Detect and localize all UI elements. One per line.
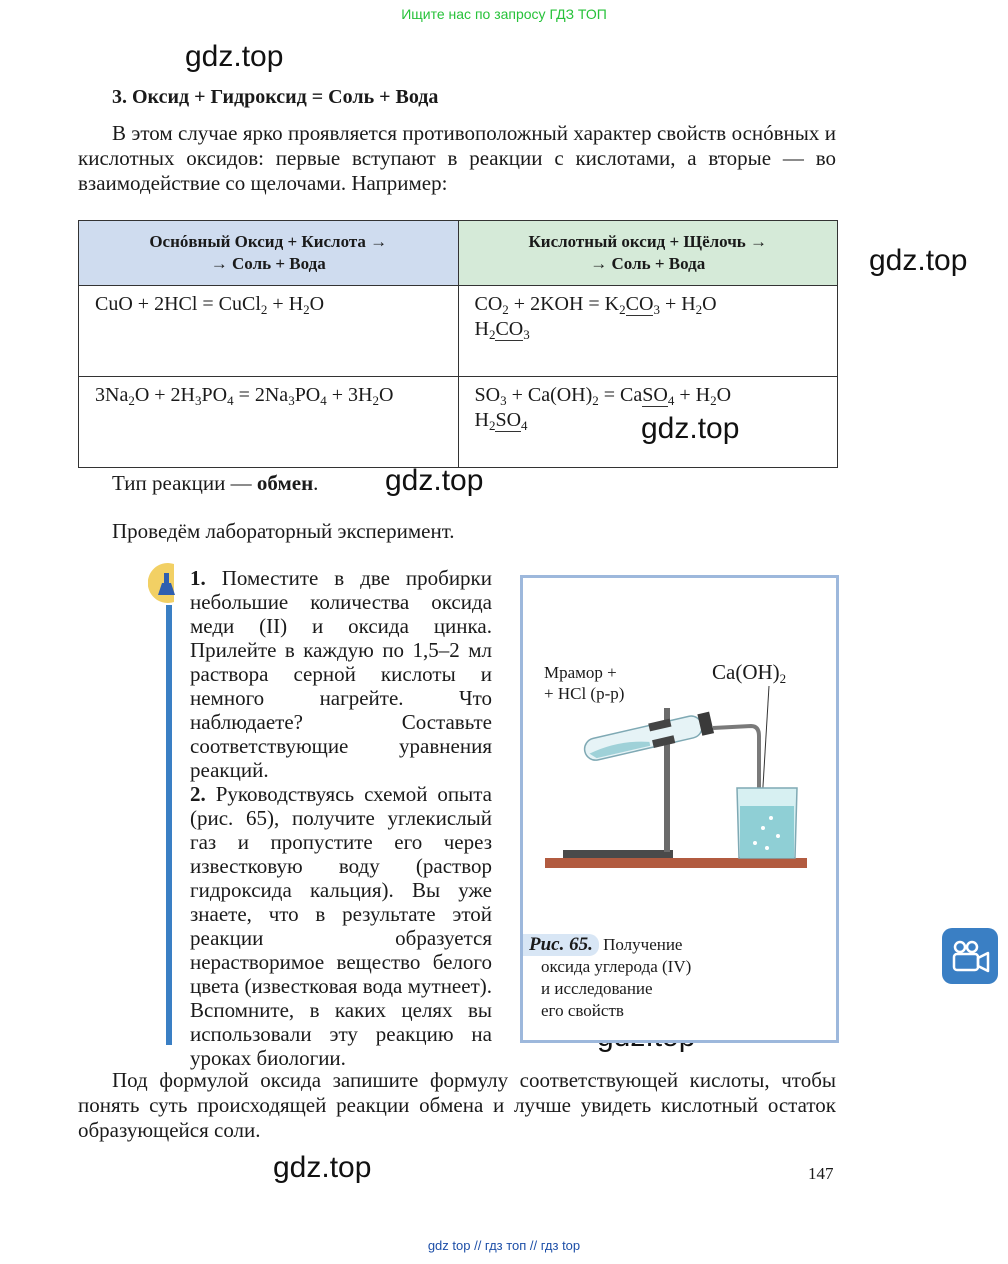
task-item-1 [190, 566, 492, 782]
header-line: Оснóвный Оксид + Кислота → [149, 232, 388, 251]
table-cell-equation: $3Na_2O + 2H_3PO_4 = 2Na_3PO_4 + 3H_2O$ [79, 377, 459, 468]
task-number: 1. [190, 566, 206, 590]
watermark: gdz.top [641, 412, 740, 445]
top-banner[interactable]: Ищите нас по запросу ГДЗ ТОП [401, 6, 607, 22]
figure-caption-label: Рис. 65. [523, 934, 599, 956]
task-number: 2. [190, 782, 206, 806]
header-line: Кислотный оксид + Щёлочь → [528, 232, 768, 251]
figure-label-caoh2: $Ca(OH)_2$ [712, 660, 787, 686]
task-text: Руководствуясь схемой опыта (рис. 65), получите углекислый газ и пропустите его через известковую воду (раствор гидроксида кальция). Вы уже знаете, что в результате этой реакции образуется нерастворимое вещество белого цвета (известковая вода мутнеет). Вспомните, в каких целях вы использовали эту реакцию на уроках биологии. [190, 782, 493, 1070]
footer-links[interactable]: gdz top // гдз топ // гдз top [427, 1238, 581, 1253]
figure-65 [520, 575, 839, 1043]
label-line: + HCl (р-р) [544, 684, 625, 703]
video-button[interactable] [942, 928, 998, 984]
task-item-2 [190, 782, 492, 1070]
experiment-apparatus-diagram [523, 678, 836, 878]
watermark: gdz.top [385, 464, 484, 497]
caption-line: и исследование [541, 979, 653, 998]
table-header-acidic [458, 221, 838, 286]
reaction-table [78, 220, 838, 468]
header-line: → Соль + Вода [210, 254, 326, 273]
caption-line: оксида углерода (IV) [541, 957, 692, 976]
reaction-type-value: обмен [256, 471, 314, 495]
section-heading: 3. Оксид + Гидроксид = Соль + Вода [112, 86, 439, 108]
reaction-type-label: Тип реакции — [112, 471, 257, 495]
caption-line: Получение [603, 935, 683, 954]
reaction-type: Тип реакции — обмен. [112, 471, 319, 495]
closing-paragraph: Под формулой оксида запишите формулу соответствующей кислоты, чтобы понять суть происходящей реакции обмена и лучше увидеть кислотный остаток образующейся соли. [78, 1068, 836, 1142]
video-camera-icon [942, 928, 998, 984]
task-list [190, 566, 492, 1070]
watermark: gdz.top [869, 244, 968, 277]
lab-intro: Проведём лабораторный эксперимент. [112, 519, 455, 543]
caption-line: его свойств [541, 1001, 624, 1020]
page-number: 147 [808, 1164, 834, 1183]
table-cell-equation: $CO_2 + 2KOH = K_2CO_3 + H_2O$ $H_2CO_3$ [458, 286, 838, 377]
figure-caption [523, 934, 836, 1022]
watermark: gdz.top [185, 40, 284, 73]
task-text: Поместите в две пробирки небольшие количества оксида меди (II) и оксида цинка. Прилейте в каждую по 1,5–2 мл раствора серной кислоты и немного нагрейте. Что наблюдаете? Составьте соответствующие уравнения реакций. [190, 566, 492, 782]
watermark: gdz.top [273, 1151, 372, 1184]
header-line: → Соль + Вода [590, 254, 706, 273]
table-cell-equation: $SO_3 + Ca(OH)_2$ = CaSO$_4$ + $H_2O$ $H_2SO_4$ [458, 377, 838, 468]
experiment-flask-icon [148, 562, 188, 606]
intro-paragraph: В этом случае ярко проявляется противоположный характер свойств оснóвных и кислотных оксидов: первые вступают в реакции с кислотами, а вторые — во взаимодействие со щелочами. Например: [78, 121, 836, 195]
task-sidebar-bar [166, 605, 172, 1045]
label-line: Мрамор + [544, 663, 617, 682]
table-cell-equation: CuO + 2HCl = CuCl$_2$ + $H_2O$ [79, 286, 459, 377]
table-header-basic [79, 221, 459, 286]
